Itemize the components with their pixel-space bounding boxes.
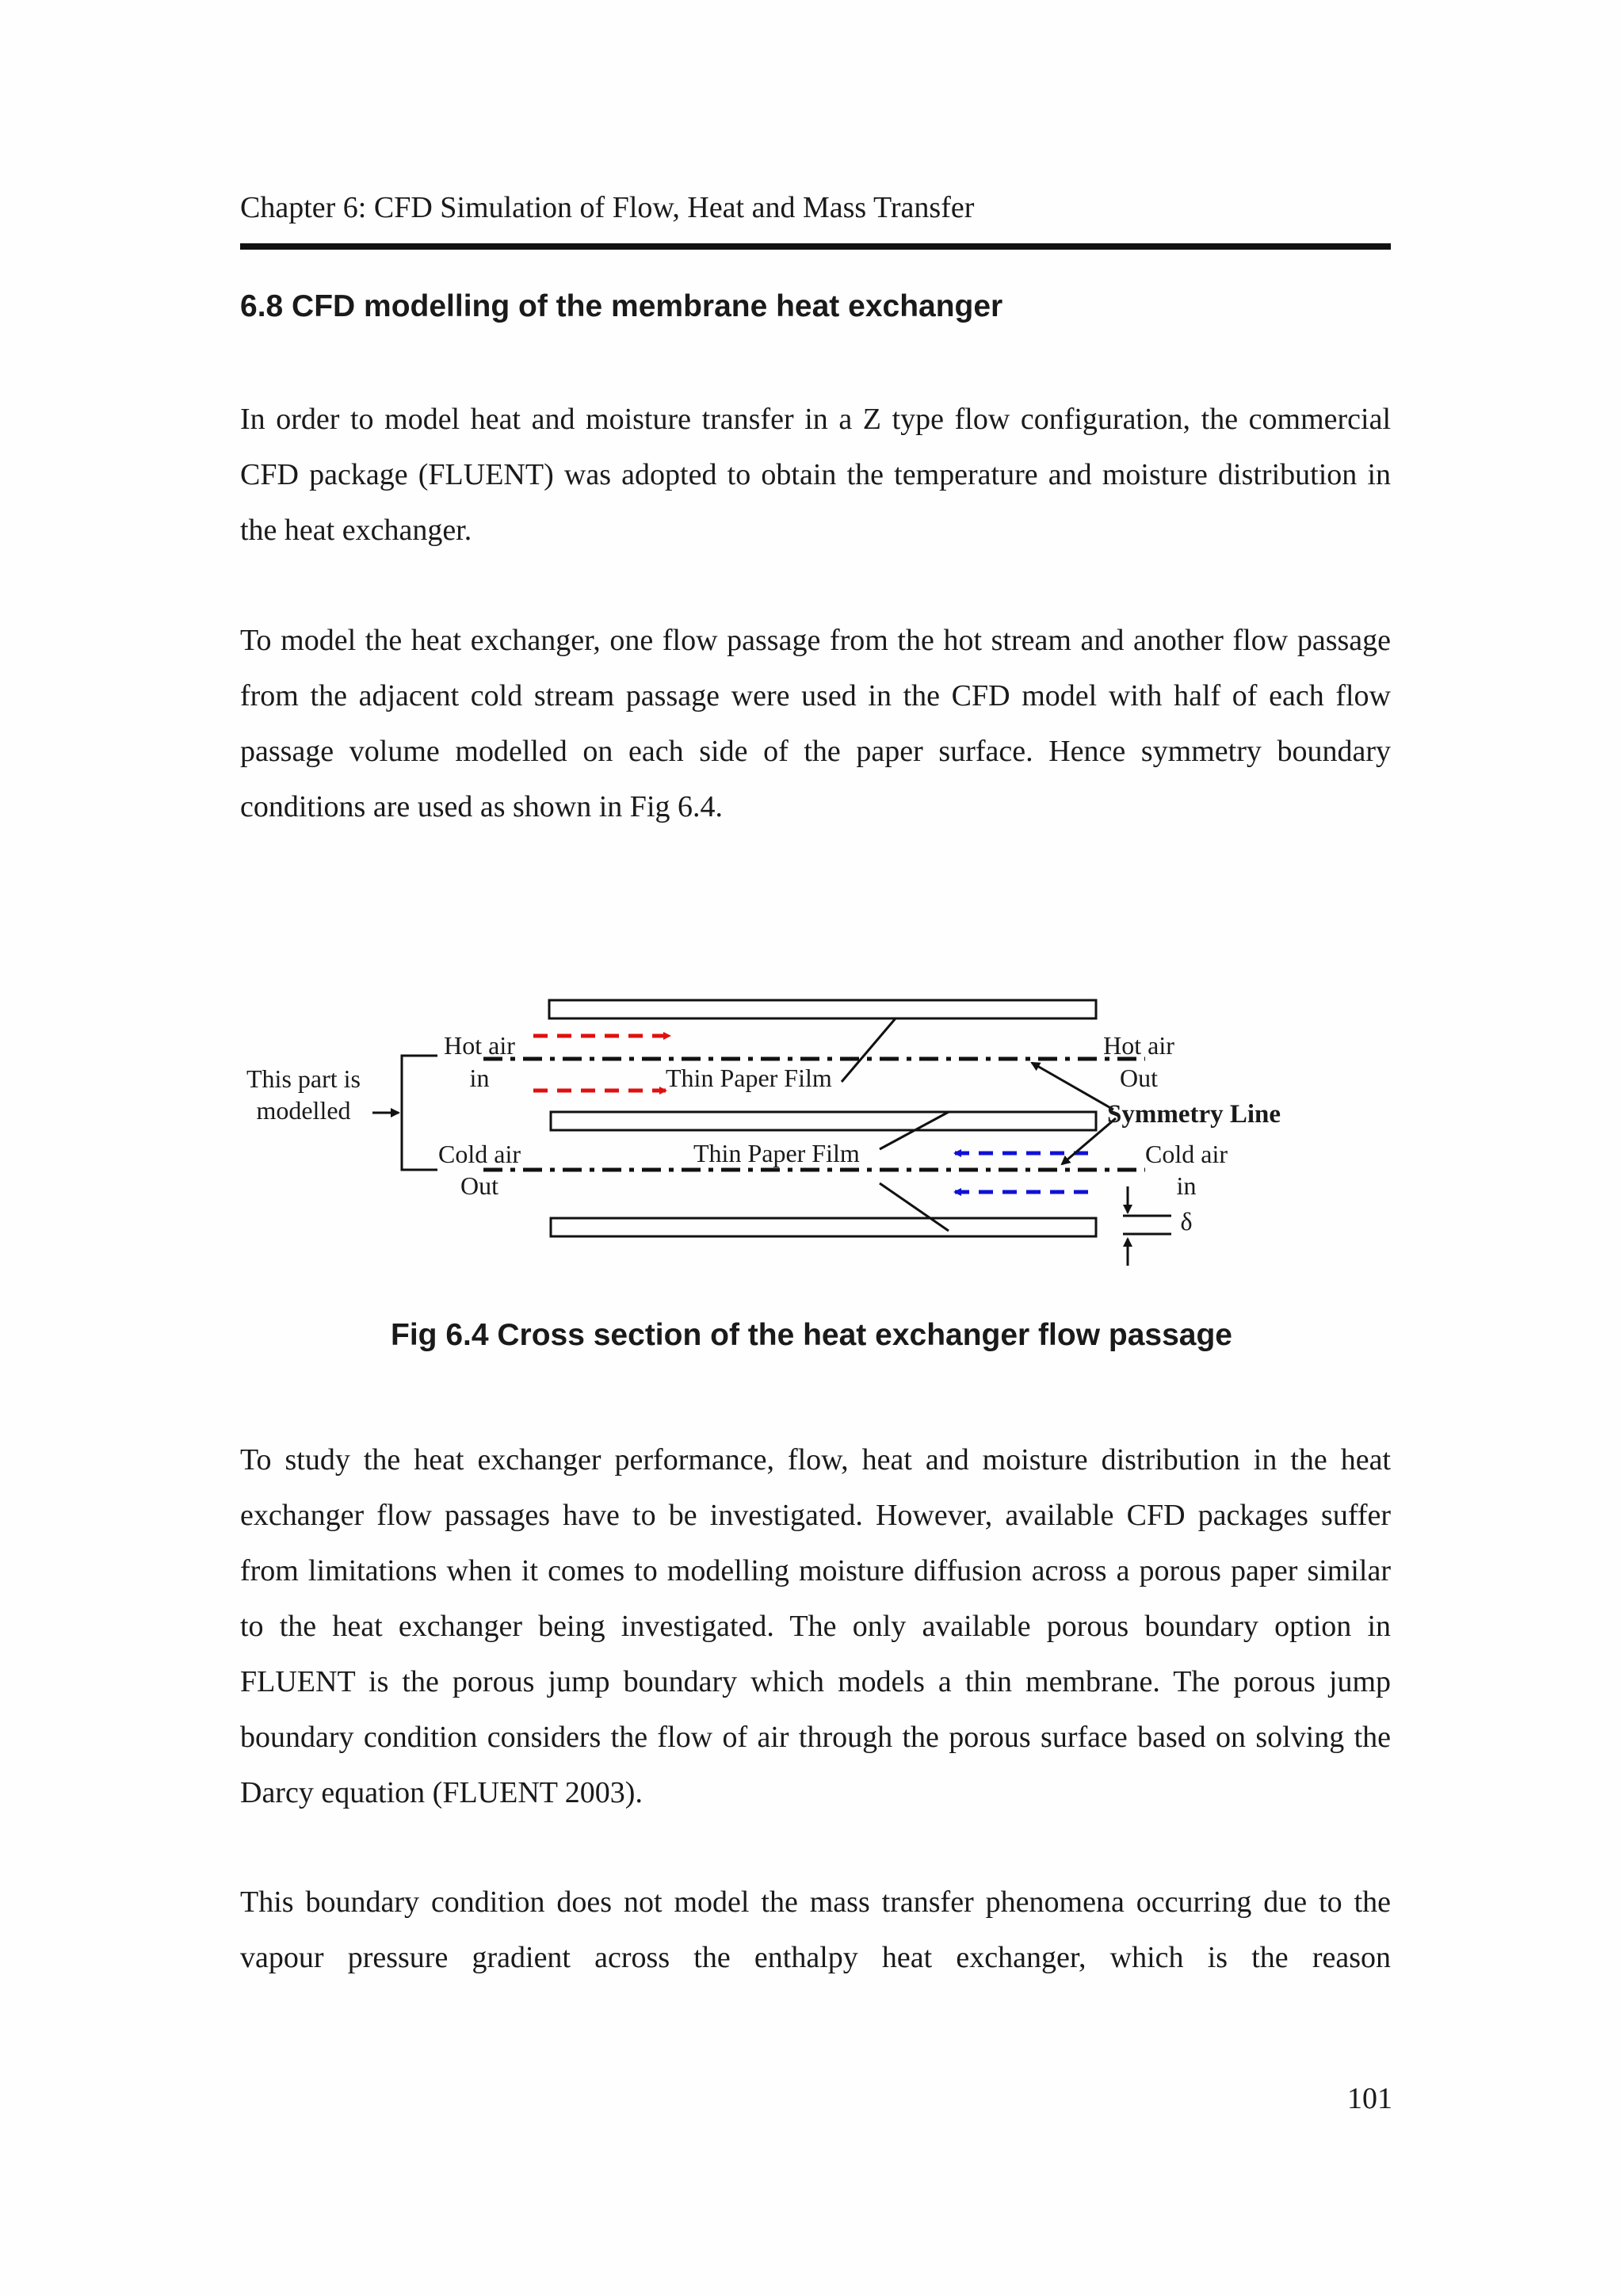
this-part-label-1: This part is [246,1064,361,1093]
thin-paper-film-label-upper: Thin Paper Film [666,1064,832,1092]
header-rule [240,243,1391,250]
hot-air-in-label-2: in [469,1064,490,1092]
bottom-plate [551,1218,1096,1236]
paragraph-4: This boundary condition does not model the mass transfer phenomena occurring due to the vapour pressure gradient across the enthalpy heat exchanger, which is the reason [240,1885,1391,1974]
cold-air-in-label-1: Cold air [1145,1140,1228,1168]
middle-plate [551,1112,1096,1130]
top-plate [549,1000,1096,1018]
flow-passage-diagram [230,987,1339,1288]
upper-film-leader [842,1018,896,1082]
page-number: 101 [1347,2082,1392,2115]
running-head: Chapter 6: CFD Simulation of Flow, Heat and Mass Transfer [240,191,975,224]
thin-paper-film-label-lower: Thin Paper Film [693,1139,860,1167]
cold-air-in-label-2: in [1176,1171,1197,1200]
hot-air-in-label-1: Hot air [444,1031,515,1060]
paragraph-3: To study the heat exchanger performance, flow, heat and moisture distribution in the heat exchanger flow passages have to be investigated. However, available CFD packages suffer from limitations when it comes to modelling moisture diffusion across a porous paper similar to the heat exchanger being investigated. The only available porous boundary option in FLUENT is the porous jump boundary which models a thin membrane. The porous jump boundary condition considers the flow of air through the porous surface based on solving the Darcy equation (FLUENT 2003). [240,1443,1391,1809]
figure-caption: Fig 6.4 Cross section of the heat exchanger flow passage [391,1318,1232,1352]
cold-air-out-label-2: Out [460,1171,498,1200]
paragraph-1: In order to model heat and moisture transfer in a Z type flow configuration, the commercial CFD package (FLUENT) was adopted to obtain the temperature and moisture distribution in the heat exchanger. [240,403,1391,547]
hot-air-out-label-2: Out [1120,1064,1158,1092]
symmetry-line-label: Symmetry Line [1107,1100,1281,1129]
delta-label: δ [1180,1207,1193,1236]
this-part-label-2: modelled [256,1096,351,1125]
lower-film-leader [880,1183,949,1231]
section-title: 6.8 CFD modelling of the membrane heat exchanger [240,289,1003,323]
hot-air-out-label-1: Hot air [1103,1031,1174,1060]
symmetry-leader-upper [1032,1063,1113,1110]
paragraph-2: To model the heat exchanger, one flow passage from the hot stream and another flow passage from the adjacent cold stream passage were used in the CFD model with half of each flow passage volume modelled on each side of the paper surface. Hence symmetry boundary conditions are used as shown in Fig 6.4. [240,624,1391,823]
cold-air-out-label-1: Cold air [438,1140,521,1168]
modelled-bracket [402,1056,437,1170]
